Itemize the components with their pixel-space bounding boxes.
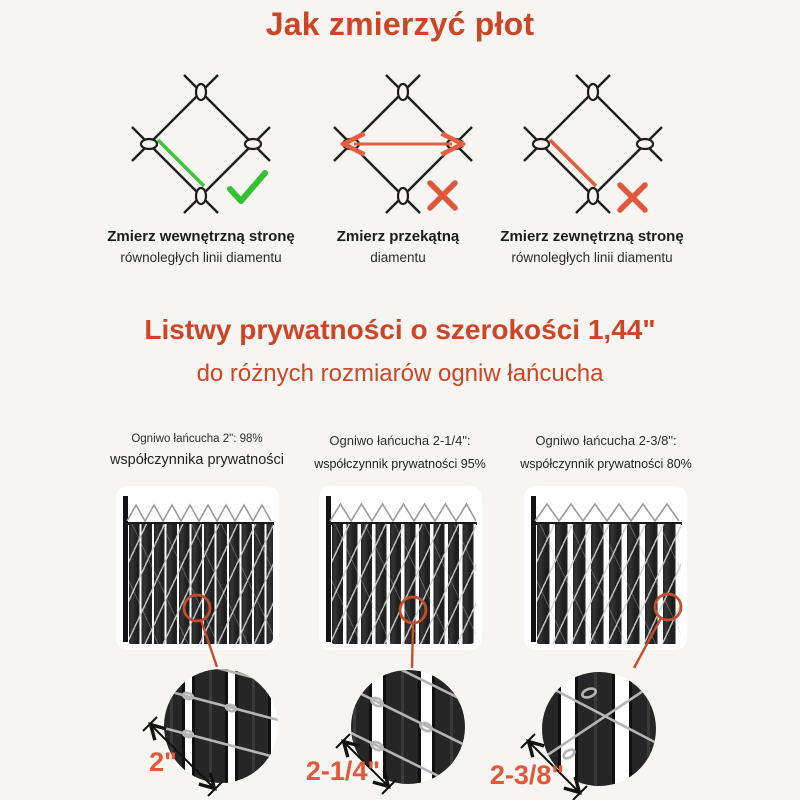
chain-size-text: Ogniwo łańcucha 2-3/8": <box>535 433 677 448</box>
caption-line1: Zmierz zewnętrzną stronę <box>500 228 684 245</box>
column-label-2in <box>87 433 307 468</box>
chain-link-top-zigzag <box>329 498 476 524</box>
chain-link-diamond-inner-measure <box>116 52 286 236</box>
chain-link-mesh-overlay <box>537 524 681 644</box>
slats-heading-line2: do różnych rozmiarów ogniw łańcucha <box>196 360 604 387</box>
chain-link-top-zigzag <box>126 498 273 524</box>
fence-photo-card-2-3-8in <box>524 486 687 650</box>
wire-knot-loops <box>141 84 261 204</box>
chain-link-mesh-overlay <box>129 524 273 644</box>
diagram-caption <box>477 226 707 267</box>
caption-line2: równoległych linii diamentu <box>120 249 282 265</box>
column-label-2-1-4in <box>290 433 510 471</box>
slats-heading-line1: Listwy prywatności o szerokości 1,44" <box>144 314 656 345</box>
chain-link-mesh-overlay <box>332 524 476 644</box>
dimension-label-2in: 2" <box>149 747 177 777</box>
chain-link-top-zigzag <box>534 498 681 524</box>
chain-size-text: Ogniwo łańcucha 2": 98% <box>131 433 263 445</box>
chain-size-text: Ogniwo łańcucha 2-1/4": <box>329 433 471 448</box>
x-icon <box>430 183 455 208</box>
chain-link-diamond-diagonal-measure <box>318 52 488 236</box>
outer-side-measure-line <box>550 140 596 186</box>
wire-knot-loops <box>533 84 653 204</box>
fence-photo-card-2in <box>116 486 279 650</box>
chain-link-diamond-outer-measure <box>508 52 678 236</box>
column-label-2-3-8in <box>496 433 716 471</box>
fence-photo-card-2-1-4in <box>319 486 482 650</box>
diagram-caption <box>86 226 316 267</box>
privacy-factor-text: współczynnik prywatności 80% <box>520 457 692 471</box>
check-icon <box>230 173 265 201</box>
privacy-factor-text: współczynnik prywatności 95% <box>314 457 486 471</box>
x-icon <box>620 185 645 210</box>
caption-line1: Zmierz przekątną <box>336 228 460 245</box>
caption-line1: Zmierz wewnętrzną stronę <box>107 228 295 245</box>
dimension-label-2-3-8in: 2-3/8" <box>489 760 565 790</box>
privacy-factor-text: współczynnika prywatności <box>109 452 285 468</box>
caption-line2: równoległych linii diamentu <box>511 249 673 265</box>
caption-line2: diamentu <box>370 249 426 265</box>
page-title: Jak zmierzyć płot <box>265 6 535 42</box>
inner-side-measure-line <box>158 140 204 186</box>
dimension-label-2-1-4in: 2-1/4" <box>305 756 381 786</box>
